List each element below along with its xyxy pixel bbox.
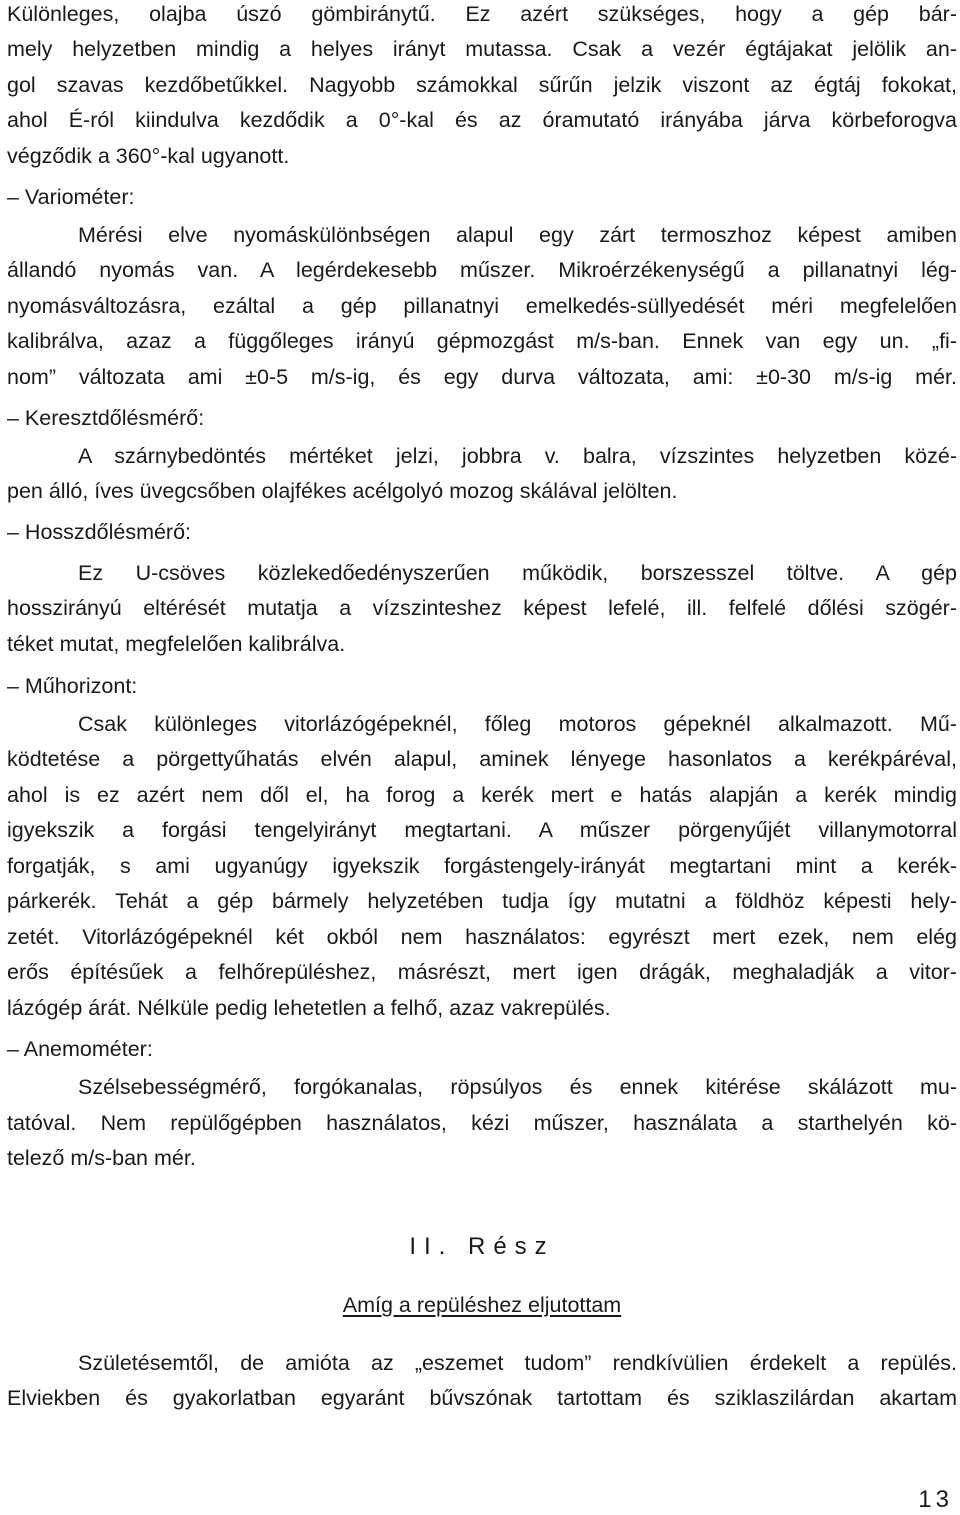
- text-line: A szárnybedöntés mértéket jelzi, jobbra v. balra, vízszintes helyzetben közé-: [78, 444, 957, 468]
- text-line: párkerék. Tehát a gép bármely helyzetében tudja így mutatni a földhöz képesti hely-: [7, 889, 957, 913]
- instrument-heading-hosszdolesmero: – Hosszdőlésmérő:: [7, 520, 192, 544]
- chapter-title: Amíg a repüléshez eljutottam: [342, 1293, 622, 1317]
- text-line: zetét. Vitorlázógépeknél két okból nem használatos: egyrészt mert ezek, nem elég: [7, 925, 957, 949]
- text-line: ahol is ez azért nem dől el, ha forog a kerék mert e hatás alapján a kerék mindig: [7, 783, 957, 807]
- text-line: Csak különleges vitorlázógépeknél, főleg motoros gépeknél alkalmazott. Mű-: [78, 712, 957, 736]
- document-page: [7, 0, 957, 1515]
- instrument-heading-muhorizont: – Műhorizont:: [7, 674, 138, 698]
- text-line: gol szavas kezdőbetűkkel. Nagyobb számokkal sűrűn jelzik viszont az égtáj fokokat,: [7, 73, 957, 97]
- text-line: téket mutat, megfelelően kalibrálva.: [7, 632, 346, 656]
- text-line: Különleges, olajba úszó gömbiránytű. Ez azért szükséges, hogy a gép bár-: [7, 2, 957, 26]
- instrument-heading-variometer: – Variométer:: [7, 185, 135, 209]
- text-line: ahol É-ról kiindulva kezdődik a 0°-kal és az óramutató irányába járva körbeforogva: [7, 108, 957, 132]
- text-line: igyekszik a forgási tengelyirányt megtartani. A műszer pörgenyűjét villanymotorral: [7, 818, 957, 842]
- section-heading: II. Rész: [409, 1233, 555, 1260]
- text-line: hosszirányú eltérését mutatja a vízszinteshez képest lefelé, ill. felfelé dőlési szögér-: [7, 596, 957, 620]
- instrument-heading-keresztdolesmero: – Keresztdőlésmérő:: [7, 406, 205, 430]
- text-line: végződik a 360°-kal ugyanott.: [7, 144, 290, 168]
- text-line: forgatják, s ami ugyanúgy igyekszik forgástengely-irányát megtartani mint a kerék-: [7, 854, 957, 878]
- text-line: mely helyzetben mindig a helyes irányt mutassa. Csak a vezér égtájakat jelölik an-: [7, 37, 957, 61]
- text-line: erős építésűek a felhőrepüléshez, másrészt, mert igen drágák, meghaladják a vitor-: [7, 960, 957, 984]
- text-line: nom” változata ami ±0-5 m/s-ig, és egy durva változata, ami: ±0-30 m/s-ig mér.: [7, 365, 957, 389]
- page-number: 13: [918, 1486, 953, 1513]
- text-line: pen álló, íves üvegcsőben olajfékes acélgolyó mozog skálával jelölten.: [7, 479, 678, 503]
- text-line: Születésemtől, de amióta az „eszemet tudom” rendkívülien érdekelt a repülés.: [78, 1351, 957, 1375]
- text-line: állandó nyomás van. A legérdekesebb műszer. Mikroérzékenységű a pillanatnyi lég-: [7, 258, 957, 282]
- text-line: lázógép árát. Nélküle pedig lehetetlen a felhő, azaz vakrepülés.: [7, 996, 611, 1020]
- text-line: Szélsebességmérő, forgókanalas, röpsúlyos és ennek kitérése skálázott mu-: [78, 1075, 957, 1099]
- text-line: kalibrálva, azaz a függőleges irányú gépmozgást m/s-ban. Ennek van egy un. „fi-: [7, 329, 957, 353]
- text-line: nyomásváltozásra, ezáltal a gép pillanatnyi emelkedés-süllyedését méri megfelelően: [7, 294, 957, 318]
- text-line: Elviekben és gyakorlatban egyaránt bűvszónak tartottam és sziklaszilárdan akartam: [7, 1386, 957, 1410]
- instrument-heading-anemometer: – Anemométer:: [7, 1037, 153, 1061]
- text-line: telező m/s-ban mér.: [7, 1146, 196, 1170]
- text-line: tatóval. Nem repülőgépben használatos, kézi műszer, használata a starthelyén kö-: [7, 1111, 957, 1135]
- text-line: Mérési elve nyomáskülönbségen alapul egy zárt termoszhoz képest amiben: [78, 223, 957, 247]
- text-line: Ez U-csöves közlekedőedényszerűen működik, borszesszel töltve. A gép: [78, 561, 957, 585]
- text-line: ködtetése a pörgettyűhatás elvén alapul, aminek lényege hasonlatos a kerékpáréval,: [7, 747, 957, 771]
